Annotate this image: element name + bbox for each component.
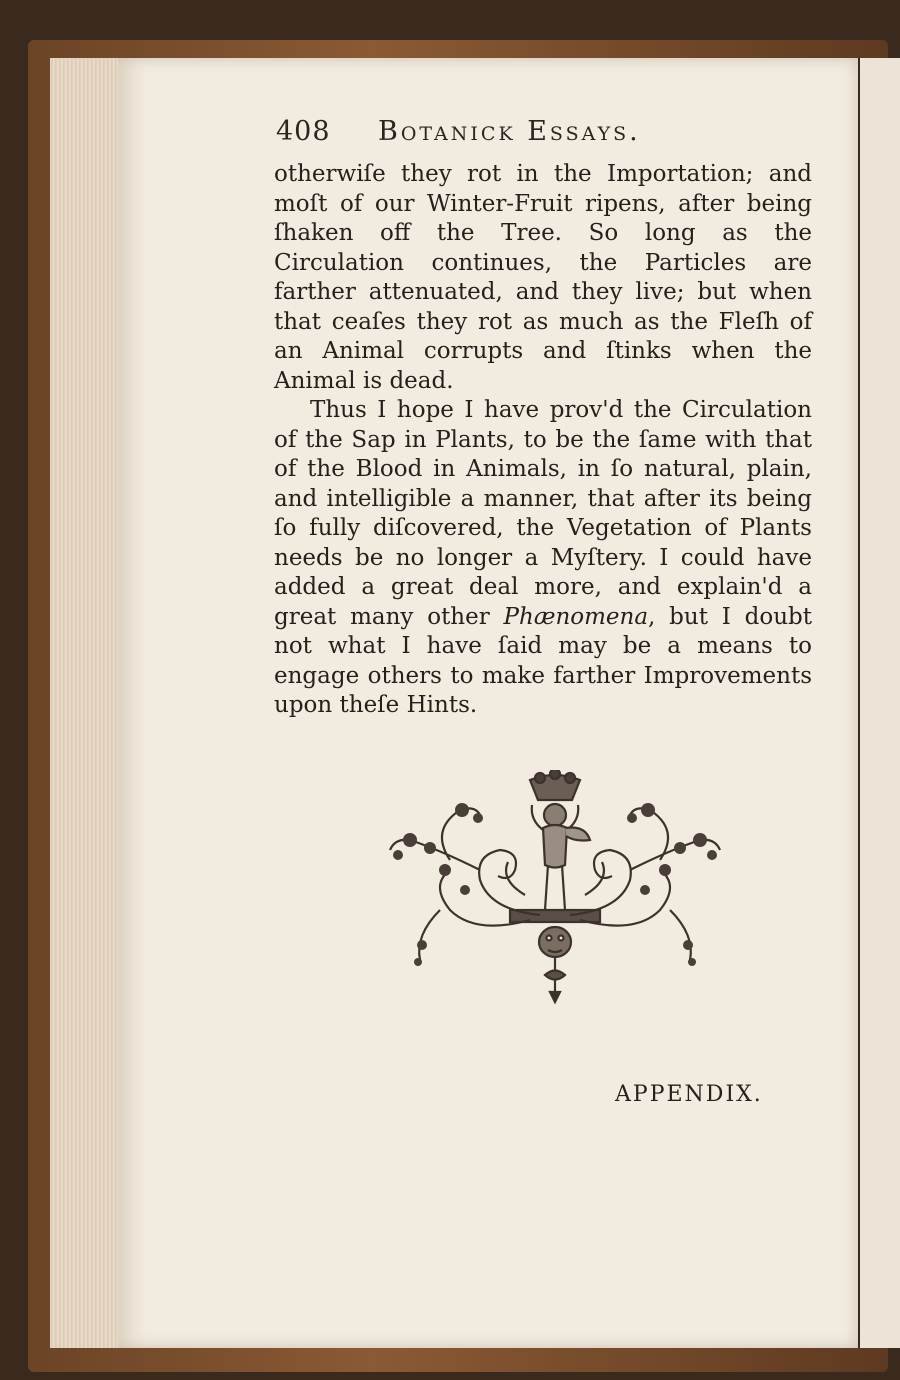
page-number: 408 <box>276 116 331 147</box>
running-title: Botanick Essays. <box>378 116 641 147</box>
paragraph-2 <box>274 396 812 721</box>
paragraph-2-text-b: , but I doubt not what I have ſaid may be a means to engage others to make farther Improvements upon theſe Hints. <box>274 603 812 718</box>
paragraph-2-text-a: Thus I hope I have prov'd the Circulation of the Sap in Plants, to be the ſame with that of the Blood in Animals, in ſo natural, plain, and intelligible a manner, that after its being ſo fully diſcovered, the Vegetation of Plants needs be no longer a Myſtery. I could have added a great deal more, and explain'd a great many other <box>274 397 812 630</box>
facing-page-edge <box>858 58 900 1348</box>
cherub-fruit-basket-ornament-icon <box>380 770 730 1010</box>
body-text <box>274 160 812 721</box>
paragraph-2-italic-term: Phænomena <box>503 603 649 630</box>
catchword: APPENDIX. <box>615 1082 763 1107</box>
paragraph-1-text: otherwiſe they rot in the Importation; and moſt of our Winter-Fruit ripens, after being ſhaken off the Tree. So long as the Circulation continues, the Particles are farther attenuated, and they live; but when that ceaſes they rot as much as the Fleſh of an Animal corrupts and ſtinks when the Animal is dead. <box>274 161 812 394</box>
paragraph-1 <box>274 160 812 396</box>
